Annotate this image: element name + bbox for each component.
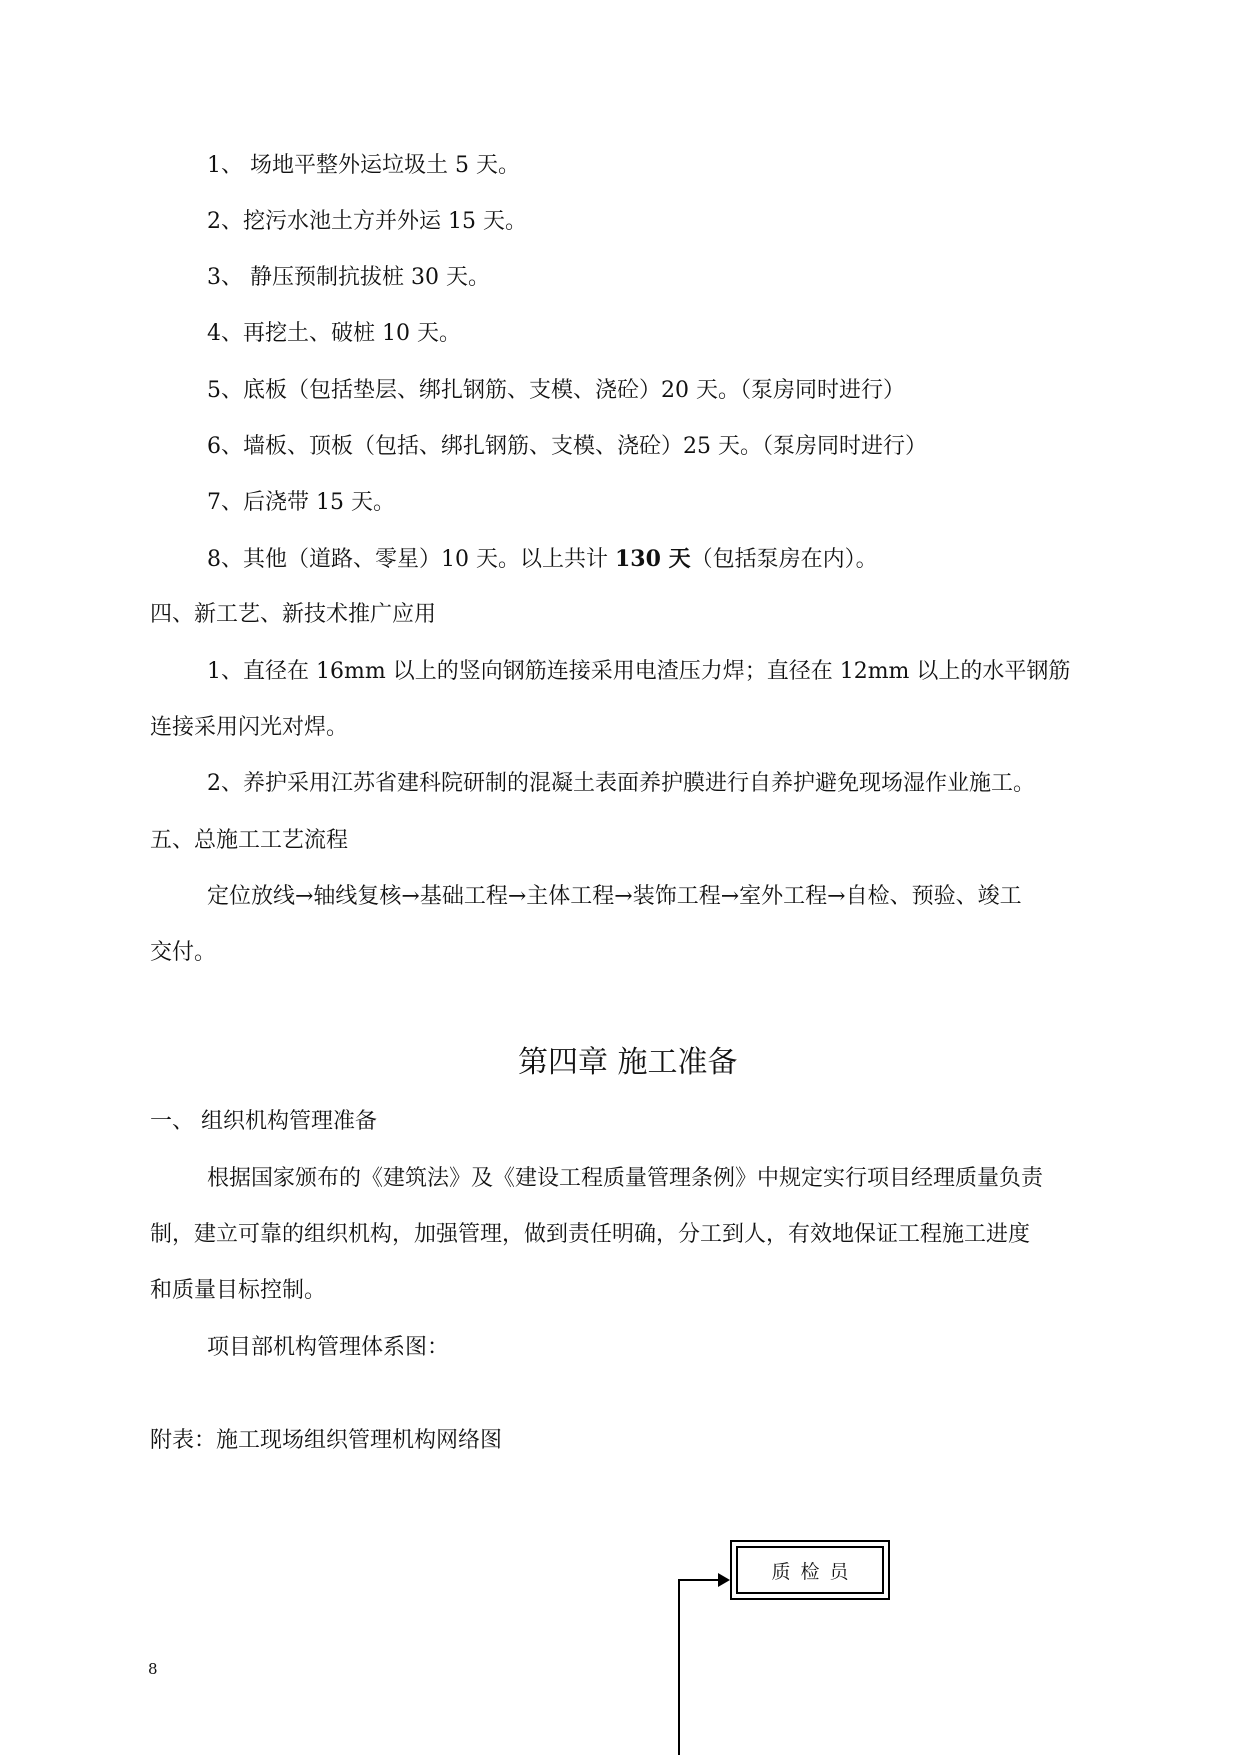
schedule-item-1: 1、 场地平整外运垃圾土 5 天。 <box>207 153 520 178</box>
schedule-item-8-suffix: （包括泵房在内）。 <box>690 547 878 572</box>
schedule-item-3: 3、 静压预制抗拔桩 30 天。 <box>207 265 490 290</box>
page-number: 8 <box>148 1660 158 1678</box>
quality-inspector-box <box>730 1540 890 1600</box>
appendix-title: 附表：施工现场组织管理机构网络图 <box>150 1428 503 1453</box>
schedule-item-4: 4、再挖土、破桩 10 天。 <box>207 321 461 346</box>
section-4-paragraph-2: 2、养护采用江苏省建科院研制的混凝土表面养护膜进行自养护避免现场湿作业施工。 <box>207 771 1035 796</box>
section-4-paragraph-1-line-2: 连接采用闪光对焊。 <box>150 715 349 740</box>
org-paragraph-line-1: 根据国家颁布的《建筑法》及《建设工程质量管理条例》中规定实行项目经理质量负责 <box>207 1166 1044 1191</box>
schedule-item-7: 7、后浇带 15 天。 <box>207 490 395 515</box>
chapter-title: 第四章 施工准备 <box>518 1045 738 1080</box>
quality-inspector-label: 质检员 <box>736 1546 884 1594</box>
schedule-item-8-prefix: 8、其他（道路、零星）10 天。以上共计 <box>207 547 615 572</box>
org-paragraph-line-2: 制，建立可靠的组织机构，加强管理，做到责任明确，分工到人，有效地保证工程施工进度 <box>150 1222 1031 1247</box>
section-5-heading: 五、总施工工艺流程 <box>150 828 349 853</box>
schedule-item-8 <box>207 544 878 575</box>
process-flow-line-1: 定位放线→轴线复核→基础工程→主体工程→装饰工程→室外工程→自检、预验、竣工 <box>207 884 1022 909</box>
arrow-right-icon <box>718 1573 730 1587</box>
schedule-item-6: 6、墙板、顶板（包括、绑扎钢筋、支模、浇砼）25 天。（泵房同时进行） <box>207 434 927 459</box>
schedule-item-2: 2、挖污水池土方并外运 15 天。 <box>207 209 527 234</box>
diagram-caption: 项目部机构管理体系图： <box>207 1335 450 1360</box>
section-4-paragraph-1-line-1: 1、直径在 16mm 以上的竖向钢筋连接采用电渣压力焊；直径在 12mm 以上的水平钢筋 <box>207 659 1071 684</box>
section-4-heading: 四、新工艺、新技术推广应用 <box>150 602 437 627</box>
schedule-item-5: 5、底板（包括垫层、绑扎钢筋、支模、浇砼）20 天。（泵房同时进行） <box>207 378 905 403</box>
schedule-total-days: 130 天 <box>614 546 691 572</box>
org-chart-connector-horizontal <box>678 1579 722 1581</box>
org-paragraph-line-3: 和质量目标控制。 <box>150 1278 327 1303</box>
org-chart-connector-vertical <box>678 1580 680 1755</box>
org-heading: 一、 组织机构管理准备 <box>150 1109 377 1134</box>
process-flow-line-2: 交付。 <box>150 940 217 965</box>
